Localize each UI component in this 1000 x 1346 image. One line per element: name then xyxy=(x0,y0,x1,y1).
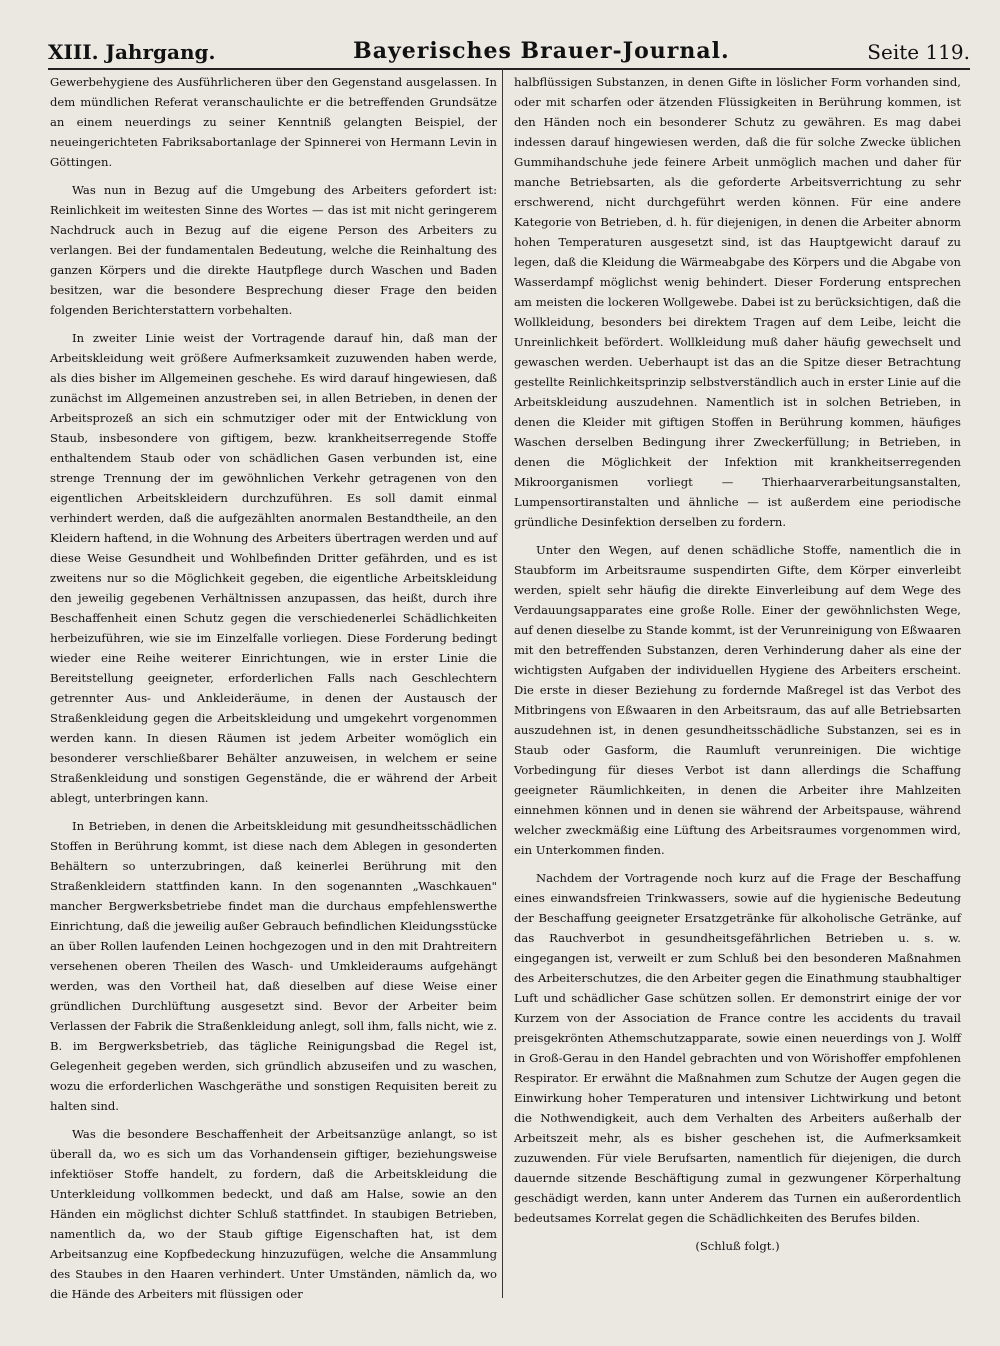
continuation-note: (Schluß folgt.) xyxy=(695,1239,780,1253)
paragraph: Was nun in Bezug auf die Umgebung des Arbeiters gefordert ist: Reinlichkeit im weitesten Sinne des Wortes — das ist mit nicht geringerem Nachdruck auch in Bezug auf die eigene Person des Arbeiters zu verlangen. Bei der fundamentalen Bedeutung, welche die Reinhaltung des ganzen Körpers und die direkte Hautpflege durch Waschen und Baden besitzen, war die besondere Besprechung dieser Frage den beiden folgenden Berichterstattern vorbehalten. xyxy=(50,183,497,317)
paragraph: Unter den Wegen, auf denen schädliche Stoffe, namentlich die in Staubform im Arbeitsraume suspendirten Gifte, dem Körper einverleibt werden, spielt sehr häufig die direkte Einverleibung auf dem Wege des Verdauungsapparates eine große Rolle. Einer der gewöhnlichsten Wege, auf denen dieselbe zu Stande kommt, ist der Verunreinigung von Eßwaaren mit den betreffenden Substanzen, deren Verhinderung daher als eine der wichtigsten Aufgaben der individuellen Hygiene des Arbeiters erscheint. Die erste in dieser Beziehung zu fordernde Maßregel ist das Verbot des Mitbringens von Eßwaaren in den Arbeitsraum, das auf alle Betriebsarten auszudehnen ist, in denen gesundheitsschädliche Substanzen, sei es in Staub oder Gasform, die Raumluft verunreinigen. Die wichtige Vorbedingung für dieses Verbot ist dann allerdings die Schaffung geeigneter Räumlichkeiten, in denen die Arbeiter ihre Mahlzeiten einnehmen können und in denen sie während der Arbeitspause, während welcher zweckmäßig eine Lüftung des Arbeitsraumes vorgenommen wird, ein Unterkommen finden. xyxy=(514,543,961,857)
column-divider xyxy=(502,68,503,1298)
paragraph: Was die besondere Beschaffenheit der Arbeitsanzüge anlangt, so ist überall da, wo es sich um das Vorhandensein giftiger, beziehungsweise infektiöser Stoffe handelt, zu fordern, daß die Arbeitskleidung die Unterkleidung vollkommen bedeckt, und daß am Halse, sowie an den Händen ein möglichst dichter Schluß stattfindet. In staubigen Betrieben, namentlich da, wo der Staub giftige Eigenschaften hat, ist dem Arbeitsanzug eine Kopfbedeckung hinzuzufügen, welche die Ansammlung des Staubes in den Haaren verhindert. Unter Umständen, nämlich da, wo die Hände des Arbeiters mit flüssigen oder xyxy=(50,1127,497,1301)
page-number: Seite 119. xyxy=(867,40,970,64)
paragraph: In Betrieben, in denen die Arbeitskleidung mit gesundheitsschädlichen Stoffen in Berührung kommt, ist diese nach dem Ablegen in gesonderten Behältern so unterzubringen, daß keinerlei Berührung mit den Straßenkleidern stattfinden kann. In den sogenannten „Waschkauen" mancher Bergwerksbetriebe findet man die durchaus empfehlenswerthe Einrichtung, daß die jeweilig außer Gebrauch befindlichen Kleidungsstücke an über Rollen laufenden Leinen hochgezogen und in den mit Drahtreitern versehenen oberen Theilen des Wasch- und Umkleideraums aufgehängt werden, was den Vortheil hat, daß dieselben auf diese Weise einer gründlichen Durchlüftung ausgesetzt sind. Bevor der Arbeiter beim Verlassen der Fabrik die Straßenkleidung anlegt, soll ihm, falls nicht, wie z. B. im Bergwerksbetrieb, das tägliche Reinigungsbad die Regel ist, Gelegenheit gegeben werden, sich gründlich abzuseifen und zu waschen, wozu die erforderlichen Waschgeräthe und sonstigen Requisiten bereit zu halten sind. xyxy=(50,819,497,1113)
paragraph: halbflüssigen Substanzen, in denen Gifte in löslicher Form vorhanden sind, oder mit scharfen oder ätzenden Flüssigkeiten in Berührung kommen, ist den Händen noch ein besonderer Schutz zu gewähren. Es mag dabei indessen darauf hingewiesen werden, daß die für solche Zwecke üblichen Gummihandschuhe jede feinere Arbeit unmöglich machen und daher für manche Betriebsarten, als die geforderte Arbeitsverrichtung zu sehr erschwerend, nicht durchgeführt werden können. Für eine andere Kategorie von Betrieben, d. h. für diejenigen, in denen die Arbeiter abnorm hohen Temperaturen ausgesetzt sind, ist das Hauptgewicht darauf zu legen, daß die Kleidung die Wärmeabgabe des Körpers und die Abgabe von Wasserdampf möglichst wenig behindert. Dieser Forderung entsprechen am meisten die lockeren Wollgewebe. Dabei ist zu berücksichtigen, daß die Wollkleidung, besonders bei direktem Tragen auf dem Leibe, leicht die Unreinlichkeit befördert. Wollkleidung muß daher häufig gewechselt und gewaschen werden. Ueberhaupt ist das an die Spitze dieser Betrachtung gestellte Reinlichkeitsprinzip selbstverständlich auch in erster Linie auf die Arbeitskleidung auszudehnen. Namentlich ist in solchen Betrieben, in denen die Kleider mit giftigen Stoffen in Berührung kommen, häufiges Waschen derselben Bedingung ihrer Zweckerfüllung; in Betrieben, in denen die Möglichkeit der Infektion mit krankheitserregenden Mikroorganismen vorliegt — Thierhaarverarbeitungsanstalten, Lumpensortiranstalten und ähnliche — ist außerdem eine periodische gründliche Desinfektion derselben zu fordern. xyxy=(514,75,961,529)
page-header xyxy=(48,28,970,70)
paragraph: In zweiter Linie weist der Vortragende darauf hin, daß man der Arbeitskleidung weit größere Aufmerksamkeit zuzuwenden haben werde, als dies bisher im Allgemeinen geschehe. Es wird darauf hingewiesen, daß zunächst im Allgemeinen anzustreben sei, in allen Betrieben, in denen der Arbeitsprozeß an sich ein schmutziger oder mit der Entwicklung von Staub, insbesondere von giftigem, bezw. krankheitserregende Stoffe enthaltendem Staub oder von schädlichen Gasen verbunden ist, eine strenge Trennung der im gewöhnlichen Verkehr getragenen von den eigentlichen Arbeitskleidern durchzuführen. Es soll damit einmal verhindert werden, daß die aufgezählten anormalen Bestandtheile, an den Kleidern haftend, in die Wohnung des Arbeiters übertragen werden und auf diese Weise Gesundheit und Wohlbefinden Dritter gefährden, und es ist zweitens nur so die Möglichkeit gegeben, die eigentliche Arbeitskleidung den jeweilig gegebenen Verhältnissen anzupassen, das heißt, durch ihre Beschaffenheit einen Schutz gegen die verschiedenerlei Schädlichkeiten herbeizuführen, wie sie im Einzelfalle vorliegen. Diese Forderung bedingt wieder eine Reihe weiterer Einrichtungen, wie in erster Linie die Bereitstellung geeigneter, erforderlichen Falls nach Geschlechtern getrennter Aus- und Ankleideräume, in denen der Austausch der Straßenkleidung gegen die Arbeitskleidung und umgekehrt vorgenommen werden kann. In diesen Räumen ist jedem Arbeiter womöglich ein besonderer verschließbarer Behälter anzuweisen, in welchem er seine Straßenkleidung und sonstigen Gegenstände, die er während der Arbeit ablegt, unterbringen kann. xyxy=(50,331,497,805)
journal-title: Bayerisches Brauer-Journal. xyxy=(353,38,730,64)
left-column xyxy=(50,72,497,1312)
paragraph: Nachdem der Vortragende noch kurz auf die Frage der Beschaffung eines einwandsfreien Trinkwassers, sowie auf die hygienische Bedeutung der Beschaffung geeigneter Ersatzgetränke für alkoholische Getränke, auf das Rauchverbot in gesundheitsgefährlichen Betrieben u. s. w. eingegangen ist, verweilt er zum Schluß bei den besonderen Maßnahmen des Arbeiterschutzes, die den Arbeiter gegen die Einathmung staubhaltiger Luft und schädlicher Gase schützen sollen. Er demonstrirt einige der vor Kurzem von der Association de France contre les accidents du travail preisgekrönten Athemschutzapparate, sowie einen neuerdings von J. Wolff in Groß-Gerau in den Handel gebrachten und von Wörishoffer empfohlenen Respirator. Er erwähnt die Maßnahmen zum Schutze der Augen gegen die Einwirkung hoher Temperaturen und intensiver Lichtwirkung und betont die Nothwendigkeit, auch dem Verhalten des Arbeiters außerhalb der Arbeitszeit mehr, als es bisher geschehen ist, die Aufmerksamkeit zuzuwenden. Für viele Berufsarten, namentlich für diejenigen, die durch dauernde sitzende Beschäftigung zumal in gezwungener Körperhaltung geschädigt werden, kann unter Anderem das Turnen ein außerordentlich bedeutsames Korrelat gegen die Schädlichkeiten des Berufes bilden. xyxy=(514,871,961,1225)
volume-label: XIII. Jahrgang. xyxy=(48,40,216,64)
right-column xyxy=(514,72,961,1264)
paragraph: Gewerbehygiene des Ausführlicheren über den Gegenstand ausgelassen. In dem mündlichen Referat veranschaulichte er die betreffenden Grundsätze an einem neuerdings zu seiner Kenntniß gelangten Beispiel, der neueingerichteten Fabriksabortanlage der Spinnerei von Hermann Levin in Göttingen. xyxy=(50,75,497,169)
